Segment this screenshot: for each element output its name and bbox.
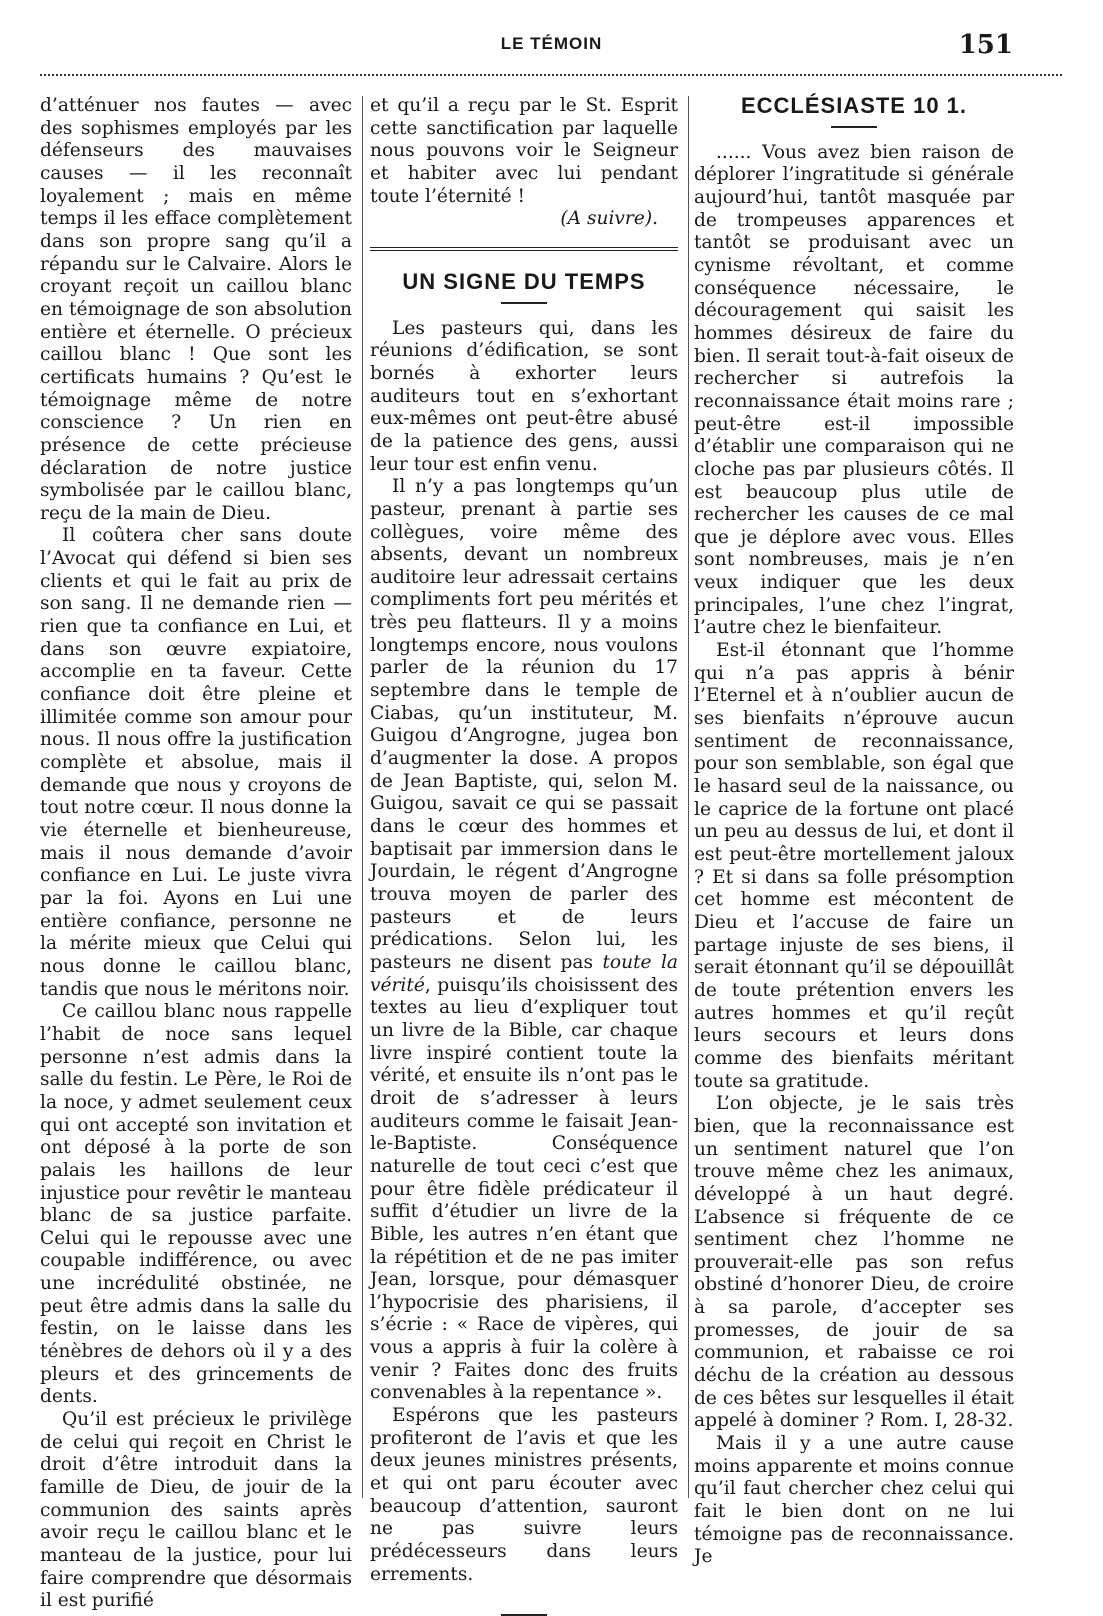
title-dash: [501, 302, 547, 304]
paragraph-continuation: et qu’il a reçu par le St. Esprit cette sanctification par laquelle nous pouvons voir le Seigneur et habiter avec lui pendant toute l’éternité !: [370, 95, 678, 207]
paragraph: Est-il étonnant que l’homme qui n’a pas appris à bénir l’Eternel et à n’oublier aucun de ses bienfaits n’éprouve aucun sentiment de reconnaissance, pour son semblable, son égal que le hasard seul de la naissance, ou le caprice de la fortune ont placé un peu au dessus de lui, et dont il est peut-être mortellement jaloux ? Et si dans sa folle présomption cet homme est mécontent de Dieu et l’accuse de faire un partage injuste de ses biens, il serait étonnant qu’il se dépouillât de toute prétention envers les autres hommes et qu’il reçût leurs secours et leurs dons comme des bienfaits méritant toute sa gratitude.: [694, 640, 1014, 1092]
running-title: LE TÉMOIN: [500, 34, 603, 53]
paragraph: Mais il y a une autre cause moins apparente et moins connue qu’il faut chercher chez celui qui fait le bien dont on ne lui témoigne pas de reconnaissance. Je: [694, 1433, 1014, 1568]
to-be-continued: (A suivre).: [560, 208, 658, 230]
paragraph: ...... Vous avez bien raison de déplorer l’ingratitude si générale aujourd’hui, tantôt masquée par de trompeuses apparences et tantôt se produisant avec un cynisme révoltant, et comme conséquence nécessaire, le découragement qui saisit les hommes désireux de faire du bien. Il serait tout-à-fait oiseux de rechercher si autrefois la reconnaissance était moins rare ; peut-être est-il impossible d’établir une comparaison qui ne cloche pas par plusieurs côtés. Il est beaucoup plus utile de rechercher les causes de ce mal que je déplore avec vous. Elles sont nombreuses, mais je n’en veux indiquer que les deux principales, l’une chez l’ingrat, l’autre chez le bienfaiteur.: [694, 141, 1014, 639]
header-rule: [40, 74, 1062, 76]
paragraph: d’atténuer nos fautes — avec des sophismes employés par les défenseurs des mauvaises causes — il les reconnaît loyalement ; mais en même temps il les efface complètement dans son propre sang qu’il a répandu sur le Calvaire. Alors le croyant reçoit un caillou blanc en témoignage de son absolution entière et éternelle. O précieux caillou blanc ! Que sont les certificats humains ? Qu’est le témoignage même de notre conscience ? Un rien en présence de cette précieuse déclaration de notre justice symbolisée par le caillou blanc, reçu de la main de Dieu.: [40, 95, 352, 524]
title-dash: [831, 126, 877, 128]
italic-phrase: toute la vérité: [370, 951, 679, 996]
paragraph: Les pasteurs qui, dans les réunions d’édification, se sont bornés à exhorter leurs auditeurs tout en s’exhortant eux-mêmes ont peut-être abusé de la patience des gens, aussi leur tour est enfin venu.: [370, 317, 678, 475]
paragraph: Il coûtera cher sans doute l’Avocat qui défend si bien ses clients et qui le fait au prix de son sang. Il ne demande rien — rien que ta confiance en Lui, et dans son œuvre expiatoire, accomplie en ta faveur. Cette confiance doit être pleine et illimitée comme son amour pour nous. Il nous offre la justification complète et absolue, mais il demande que nous y croyons de tout notre cœur. Il nous donne la vie éternelle et bienheureuse, mais il nous demande d’avoir confiance en Lui. Le juste vivra par la foi. Ayons en Lui une entière confiance, personne ne la mérite mieux que Celui qui nous donne le caillou blanc, tandis que nous le méritons noir.: [40, 525, 352, 1000]
column-divider: [688, 96, 689, 1498]
paragraph: Ce caillou blanc nous rappelle l’habit de noce sans lequel personne n’est admis dans la salle du festin. Le Père, le Roi de la noce, y admet seulement ceux qui ont accepté son invitation et ont déposé à la porte de son palais les haillons de leur injustice pour revêtir le manteau blanc de sa justice parfaite. Celui qui le repousse avec une coupable indifférence, ou avec une incrédulité obstinée, ne peut être admis dans la salle du festin, on le laisse dans les ténèbres de dehors où il y a des pleurs et des grincements de dents.: [40, 1001, 352, 1408]
column-middle: [370, 95, 679, 1585]
page-number: 151: [958, 30, 1013, 60]
paragraph: [370, 476, 678, 1405]
paragraph-text: , puisqu’ils choisissent des textes au lieu d’expliquer tout un livre de la Bible, car chaque livre inspiré contient toute la vérité, et ensuite ils n’ont pas le droit de s’adresser à leurs auditeurs comme le faisait Jean-le-Baptiste. Conséquence naturelle de tout ceci c’est que pour être fidèle prédicateur il suffit d’étudier un livre de la Bible, les autres n’en étant que la répétition et de ne pas imiter Jean, lorsque, pour démasquer l’hypocrisie des pharisiens, il s’écrie : « Race de vipères, qui vous a appris à fuir la colère à venir ? Faites donc des fruits convenables à la repentance ».: [370, 974, 678, 1404]
column-divider: [362, 96, 363, 1498]
section-rule: [370, 247, 678, 251]
column-right: [694, 93, 1014, 1568]
paragraph: Qu’il est précieux le privilège de celui qui reçoit en Christ le droit d’être introduit dans la famille de Dieu, de jouir de la communion des saints après avoir reçu le caillou blanc et le manteau de la justice, pour lui faire comprendre que désormais il est purifié: [40, 1409, 352, 1612]
page-header: [0, 30, 1103, 64]
column-left: [40, 95, 352, 1612]
article-title: ECCLÉSIASTE 10 1.: [740, 93, 968, 118]
article-title: UN SIGNE DU TEMPS: [402, 268, 646, 294]
paragraph: Espérons que les pasteurs profiteront de l’avis et que les deux jeunes ministres présents, et qui ont paru écouter avec beaucoup d’attention, sauront ne pas suivre leurs prédécesseurs dans leurs errements.: [370, 1405, 678, 1585]
paragraph-text: Il n’y a pas longtemps qu’un pasteur, prenant à partie ses collègues, voire même des absents, devant un nombreux auditoire leur adressait certains compliments fort peu mérités et très peu flatteurs. Il y a moins longtemps encore, nous voulons parler de la réunion du 17 septembre dans le temple de Ciabas, qu’un instituteur, M. Guigou d’Angrogne, jugea bon d’augmenter la dose. A propos de Jean Baptiste, qui, selon M. Guigou, savait ce qui se passait dans le cœur des hommes et baptisait par immersion dans le Jourdain, le régent d’Angrogne trouva moyen de parler des pasteurs et de leurs prédications. Selon lui, les pasteurs ne disent pas: [370, 476, 678, 973]
paragraph: L’on objecte, je le sais très bien, que la reconnaissance est un sentiment naturel que l’on trouve même chez les animaux, développé à un haut degré. L’absence si fréquente de ce sentiment chez l’homme ne prouverait-elle pas son refus obstiné d’honorer Dieu, de croire à sa parole, d’accepter ses promesses, de jouir de sa communion, et rabaisse ce roi déchu de la création au dessous de ces bêtes sur lesquelles il était appelé à dominer ? Rom. I, 28-32.: [694, 1093, 1014, 1432]
